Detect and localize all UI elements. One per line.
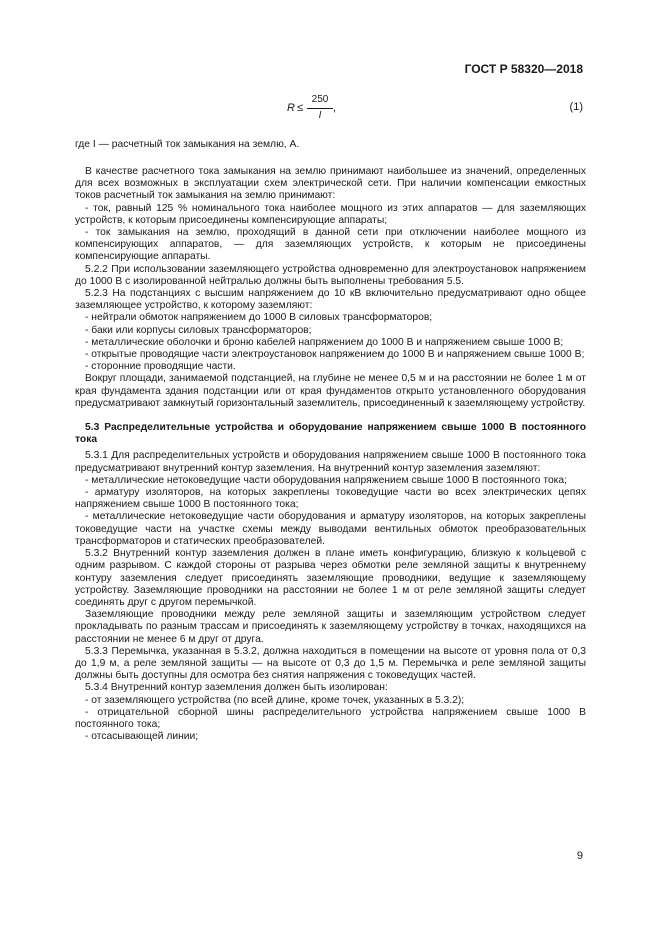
list-item: - металлические нетоковедущие части оборудования напряжением свыше 1000 В постоянного тока;	[85, 474, 568, 486]
list-item: - ток замыкания на землю, проходящий в данной сети при отключении наиболее мощного из компенсирующих аппаратов, — для заземляющих устройств, к которым не присоединены компенсирующие аппараты.	[75, 227, 586, 263]
formula-trail: ,	[333, 102, 337, 114]
list-item: - баки или корпусы силовых трансформаторов;	[85, 324, 312, 336]
list-item: - нейтрали обмоток напряжением до 1000 В силовых трансформаторов;	[85, 312, 433, 324]
where-line: где I — расчетный ток замыкания на землю, А.	[75, 139, 300, 150]
paragraph: 5.3.1 Для распределительных устройств и оборудования напряжением свыше 1000 В постоянного тока предусматривают внутренний контур заземления. На внутренний контур заземления заземляют:	[75, 450, 586, 474]
formula-denominator: I	[318, 110, 322, 121]
paragraph: 5.2.2 При использовании заземляющего устройства одновременно для электроустановок напряжением до 1000 В с изолированной нейтралью должны быть выполнены требования 5.5.	[75, 263, 586, 287]
page-number: 9	[576, 850, 583, 862]
formula-relation: ≤	[297, 102, 304, 114]
paragraph: Заземляющие проводники между реле земляной защиты и заземляющим устройством следует прокладывать по разным трассам и присоединять к заземляющему устройству в точках, находящихся на расстоянии не менее 6 м друг от друга.	[75, 609, 586, 645]
paragraph: 5.3.4 Внутренний контур заземления должен быть изолирован:	[85, 682, 388, 694]
list-item: - металлические оболочки и броню кабелей напряжением до 1000 В и напряжением свыше 1000 В;	[85, 336, 564, 348]
fraction-bar	[307, 108, 333, 109]
formula-numerator: 250	[311, 94, 329, 105]
spacer	[75, 410, 586, 422]
list-item: - ток, равный 125 % номинального тока наиболее мощного из этих аппаратов — для заземляющих устройств, к которым присоединены компенсирующие аппараты;	[75, 202, 586, 226]
list-item: - арматуру изоляторов, на которых закреплены токоведущие части во всех электрических цепях напряжением свыше 1000 В постоянного тока;	[75, 487, 586, 511]
formula-lhs: R	[287, 102, 295, 114]
where-block	[75, 139, 586, 151]
list-item: - открытые проводящие части электроустановок напряжением до 1000 В и напряжением свыше 1000 В;	[85, 349, 585, 361]
list-item: - отсасывающей линии;	[85, 731, 199, 743]
paragraph: 5.3.3 Перемычка, указанная в 5.3.2, должна находиться в помещении на высоте от уровня пола от 0,3 до 1,9 м, а реле земляной защиты — на высоте от 0,3 до 1,5 м. Перемычка и реле земляной защиты должны быть доступны для осмотра без снятия напряжения с токоведущих частей.	[75, 645, 586, 682]
list-item: - от заземляющего устройства (по всей длине, кроме точек, указанных в 5.3.2);	[85, 694, 465, 706]
paragraph: Вокруг площади, занимаемой подстанцией, на глубине не менее 0,5 м и на расстоянии не более 1 м от края фундамента здания подстанции или от края фундаментов открыто установленного оборудования предусматривают замкнутый горизонтальный заземлитель, присоединенный к заземляющему устройству.	[75, 373, 586, 409]
standard-code: ГОСТ Р 58320—2018	[464, 62, 583, 76]
equation-number: (1)	[569, 101, 583, 113]
list-item: - сторонние проводящие части.	[85, 361, 236, 373]
section-heading: 5.3 Распределительные устройства и оборудование напряжением свыше 1000 В постоянного тока	[75, 422, 586, 446]
paragraph: 5.3.2 Внутренний контур заземления должен в плане иметь конфигурацию, близкую к кольцевой с одним разрывом. С каждой стороны от разрыва через обмотки реле земляной защиты к внутреннему контуру заземления следует присоединять заземляющие проводники, ведущие к заземляющему устройству. Заземляющие проводники на расстоянии не более 1 м от реле земляной защиты следует соединять друг с другом перемычкой.	[75, 548, 586, 608]
section-5-2-body	[75, 166, 586, 743]
list-item: - отрицательной сборной шины распределительного устройства напряжением свыше 1000 В постоянного тока;	[75, 706, 586, 730]
list-item: - металлические нетоковедущие части оборудования и арматуру изоляторов, на которых закреплены токоведущие части на участке схемы между выводами вентильных обмоток преобразовательных трансформаторов и статических преобразователей.	[75, 511, 586, 547]
paragraph: В качестве расчетного тока замыкания на землю принимают наибольшее из значений, определенных для всех возможных в эксплуатации схем электрической сети. При наличии компенсации емкостных токов расчетный ток замыкания на землю принимают:	[75, 166, 586, 202]
paragraph: 5.2.3 На подстанциях с высшим напряжением до 10 кВ включительно предусматривают одно общее заземляющее устройство, к которому заземляют:	[75, 288, 586, 312]
